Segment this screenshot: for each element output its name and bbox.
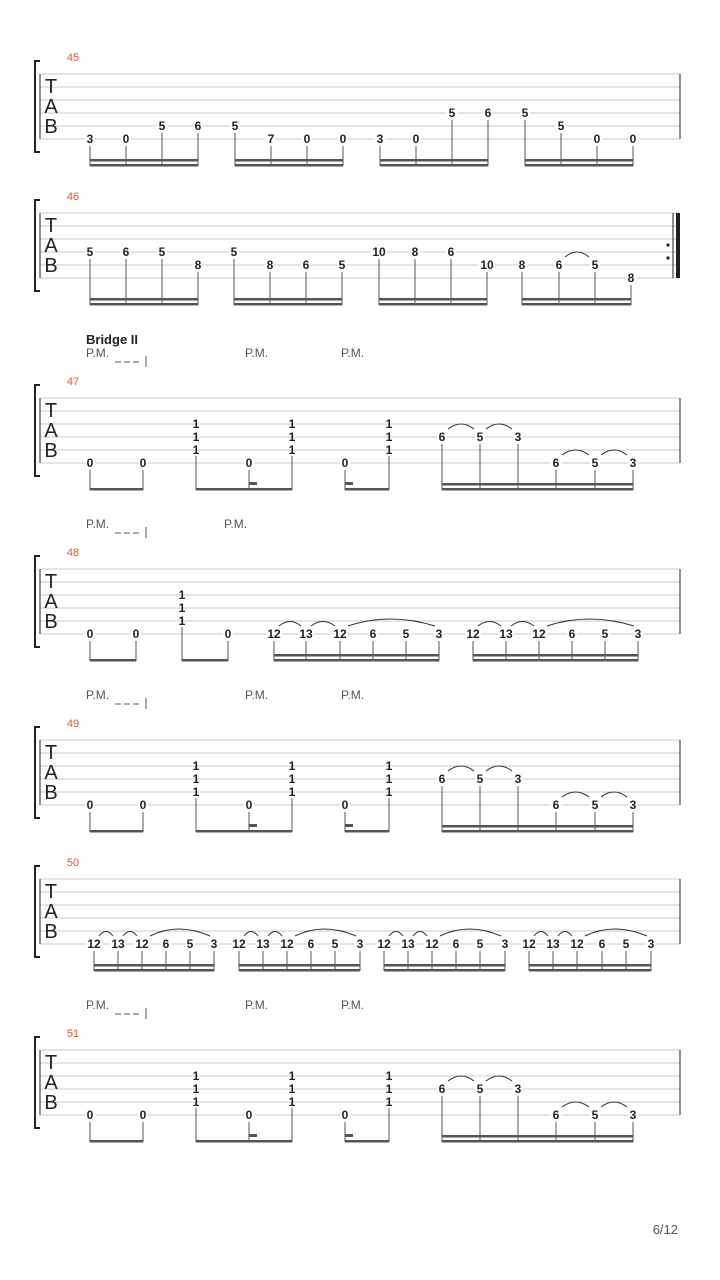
note-beam bbox=[196, 1140, 292, 1143]
fret-number: 5 bbox=[476, 430, 484, 444]
fret-number: 3 bbox=[376, 132, 384, 146]
fret-number: 12 bbox=[333, 627, 347, 641]
fret-number: 3 bbox=[629, 798, 637, 812]
note-beam bbox=[442, 825, 633, 828]
fret-number: 6 bbox=[552, 1108, 560, 1122]
tab-clef-letter: B bbox=[44, 255, 58, 277]
palm-mute-label: P.M. bbox=[341, 688, 365, 702]
repeat-dot bbox=[666, 243, 669, 246]
note-beam bbox=[90, 488, 143, 491]
note-beam bbox=[529, 964, 651, 967]
fret-number: 6 bbox=[302, 258, 310, 272]
fret-number: 0 bbox=[629, 132, 637, 146]
fret-number: 1 bbox=[192, 1069, 200, 1083]
page-number: 6/12 bbox=[652, 1222, 678, 1237]
fret-number: 5 bbox=[591, 456, 599, 470]
fret-number: 6 bbox=[555, 258, 563, 272]
note-beam bbox=[94, 969, 214, 972]
fret-number: 5 bbox=[338, 258, 346, 272]
section-label: Bridge II bbox=[86, 332, 139, 347]
fret-number: 1 bbox=[192, 430, 200, 444]
fret-number: 0 bbox=[412, 132, 420, 146]
fret-number: 5 bbox=[158, 119, 166, 133]
fret-number: 6 bbox=[122, 245, 130, 259]
hammer-arc bbox=[279, 622, 301, 627]
fret-number: 5 bbox=[186, 937, 194, 951]
fret-number: 8 bbox=[627, 271, 635, 285]
palm-mute-label: P.M. bbox=[245, 998, 269, 1012]
fret-number: 1 bbox=[288, 1082, 296, 1096]
slur-arc bbox=[562, 1102, 589, 1107]
fret-number: 1 bbox=[192, 417, 200, 431]
fret-number: 12 bbox=[425, 937, 439, 951]
fret-number: 1 bbox=[178, 601, 186, 615]
slur-arc bbox=[601, 792, 627, 797]
fret-number: 3 bbox=[210, 937, 218, 951]
tab-clef-letter: T bbox=[44, 881, 58, 903]
fret-number: 1 bbox=[385, 443, 393, 457]
tab-clef-letter: T bbox=[44, 1052, 58, 1074]
fret-number: 5 bbox=[521, 106, 529, 120]
slur-arc bbox=[348, 619, 435, 626]
fret-number: 1 bbox=[288, 417, 296, 431]
fret-number: 3 bbox=[514, 430, 522, 444]
note-beam bbox=[235, 164, 343, 167]
slur-arc bbox=[448, 766, 474, 771]
palm-mute-label: P.M. bbox=[86, 346, 110, 360]
fret-number: 6 bbox=[194, 119, 202, 133]
fret-number: 12 bbox=[522, 937, 536, 951]
fret-number: 5 bbox=[476, 937, 484, 951]
note-beam bbox=[473, 654, 638, 657]
note-beam bbox=[235, 159, 343, 162]
fret-number: 5 bbox=[591, 1108, 599, 1122]
slur-arc bbox=[601, 450, 627, 455]
note-beam bbox=[90, 303, 198, 306]
note-beam bbox=[90, 659, 136, 662]
rest-mark bbox=[249, 1134, 257, 1137]
note-beam bbox=[442, 830, 633, 833]
fret-number: 0 bbox=[593, 132, 601, 146]
rest-mark bbox=[345, 824, 353, 827]
fret-number: 6 bbox=[598, 937, 606, 951]
tab-clef-letter: B bbox=[44, 611, 58, 633]
slur-arc bbox=[565, 252, 589, 257]
note-beam bbox=[90, 164, 198, 167]
palm-mute-label: P.M. bbox=[341, 346, 365, 360]
note-beam bbox=[379, 298, 487, 301]
fret-number: 1 bbox=[288, 759, 296, 773]
staff-bracket bbox=[35, 385, 40, 476]
fret-number: 1 bbox=[385, 1095, 393, 1109]
fret-number: 12 bbox=[570, 937, 584, 951]
tab-clef-letter: T bbox=[44, 742, 58, 764]
note-beam bbox=[442, 1135, 633, 1138]
fret-number: 1 bbox=[192, 785, 200, 799]
note-beam bbox=[90, 159, 198, 162]
fret-number: 13 bbox=[546, 937, 560, 951]
slur-arc bbox=[486, 424, 512, 429]
fret-number: 3 bbox=[634, 627, 642, 641]
fret-number: 5 bbox=[86, 245, 94, 259]
note-beam bbox=[345, 830, 389, 833]
fret-number: 8 bbox=[411, 245, 419, 259]
staff-system bbox=[35, 332, 680, 491]
note-beam bbox=[90, 1140, 143, 1143]
slur-arc bbox=[486, 766, 512, 771]
fret-number: 5 bbox=[476, 1082, 484, 1096]
hammer-arc bbox=[123, 932, 137, 937]
fret-number: 12 bbox=[377, 937, 391, 951]
fret-number: 5 bbox=[402, 627, 410, 641]
fret-number: 1 bbox=[288, 443, 296, 457]
hammer-arc bbox=[534, 932, 548, 937]
tab-clef-letter: B bbox=[44, 782, 58, 804]
fret-number: 13 bbox=[401, 937, 415, 951]
slur-arc bbox=[486, 1076, 512, 1081]
slur-arc bbox=[562, 450, 589, 455]
fret-number: 1 bbox=[385, 759, 393, 773]
tab-clef-letter: B bbox=[44, 921, 58, 943]
note-beam bbox=[525, 159, 633, 162]
fret-number: 6 bbox=[438, 430, 446, 444]
fret-number: 5 bbox=[476, 772, 484, 786]
fret-number: 0 bbox=[245, 798, 253, 812]
slur-arc bbox=[295, 929, 356, 936]
staff-bracket bbox=[35, 61, 40, 152]
staff-system bbox=[35, 998, 680, 1143]
fret-number: 1 bbox=[192, 772, 200, 786]
fret-number: 0 bbox=[86, 798, 94, 812]
slur-arc bbox=[547, 619, 634, 626]
measure-number: 49 bbox=[66, 718, 80, 730]
note-beam bbox=[90, 298, 198, 301]
fret-number: 3 bbox=[647, 937, 655, 951]
fret-number: 6 bbox=[438, 772, 446, 786]
note-beam bbox=[90, 830, 143, 833]
fret-number: 1 bbox=[192, 1082, 200, 1096]
rest-mark bbox=[249, 482, 257, 485]
slur-arc bbox=[448, 1076, 474, 1081]
fret-number: 5 bbox=[331, 937, 339, 951]
measure-number: 45 bbox=[66, 52, 80, 64]
palm-mute-label: P.M. bbox=[86, 688, 110, 702]
barline-repeat-thick bbox=[676, 213, 680, 278]
fret-number: 12 bbox=[267, 627, 281, 641]
fret-number: 1 bbox=[385, 430, 393, 444]
measure-number: 50 bbox=[66, 857, 80, 869]
note-beam bbox=[94, 964, 214, 967]
tab-clef-letter: A bbox=[44, 762, 58, 784]
hammer-arc bbox=[389, 932, 403, 937]
fret-number: 3 bbox=[629, 456, 637, 470]
fret-number: 1 bbox=[385, 785, 393, 799]
fret-number: 7 bbox=[267, 132, 275, 146]
fret-number: 3 bbox=[514, 1082, 522, 1096]
rest-mark bbox=[345, 482, 353, 485]
staff-bracket bbox=[35, 727, 40, 818]
staff-system bbox=[35, 688, 680, 833]
staff-bracket bbox=[35, 1037, 40, 1128]
note-beam bbox=[345, 1140, 389, 1143]
fret-number: 1 bbox=[192, 759, 200, 773]
staff-bracket bbox=[35, 200, 40, 291]
fret-number: 10 bbox=[372, 245, 386, 259]
fret-number: 5 bbox=[231, 119, 239, 133]
note-beam bbox=[529, 969, 651, 972]
fret-number: 3 bbox=[501, 937, 509, 951]
tab-clef-letter: T bbox=[44, 571, 58, 593]
fret-number: 1 bbox=[288, 785, 296, 799]
measure-number: 46 bbox=[66, 191, 80, 203]
tab-clef-letter: B bbox=[44, 116, 58, 138]
fret-number: 3 bbox=[629, 1108, 637, 1122]
fret-number: 13 bbox=[111, 937, 125, 951]
fret-number: 8 bbox=[518, 258, 526, 272]
measure-number: 48 bbox=[66, 547, 80, 559]
palm-mute-label: P.M. bbox=[86, 517, 110, 531]
note-beam bbox=[196, 830, 292, 833]
fret-number: 6 bbox=[307, 937, 315, 951]
fret-number: 5 bbox=[601, 627, 609, 641]
fret-number: 6 bbox=[447, 245, 455, 259]
staff-system bbox=[35, 191, 680, 306]
note-beam bbox=[345, 488, 389, 491]
fret-number: 5 bbox=[557, 119, 565, 133]
slur-arc bbox=[448, 424, 474, 429]
note-beam bbox=[522, 303, 631, 306]
fret-number: 0 bbox=[224, 627, 232, 641]
fret-number: 3 bbox=[435, 627, 443, 641]
fret-number: 1 bbox=[385, 772, 393, 786]
fret-number: 0 bbox=[341, 1108, 349, 1122]
tab-clef-letter: A bbox=[44, 96, 58, 118]
fret-number: 0 bbox=[139, 798, 147, 812]
fret-number: 6 bbox=[552, 456, 560, 470]
fret-number: 5 bbox=[448, 106, 456, 120]
note-beam bbox=[442, 483, 633, 486]
fret-number: 5 bbox=[622, 937, 630, 951]
staff-system bbox=[35, 517, 680, 662]
measure-number: 51 bbox=[66, 1028, 80, 1040]
note-beam bbox=[384, 964, 505, 967]
tab-clef-letter: B bbox=[44, 440, 58, 462]
hammer-arc bbox=[511, 622, 534, 627]
note-beam bbox=[522, 298, 631, 301]
fret-number: 5 bbox=[591, 798, 599, 812]
palm-mute-label: P.M. bbox=[245, 688, 269, 702]
note-beam bbox=[274, 659, 439, 662]
fret-number: 0 bbox=[86, 627, 94, 641]
fret-number: 1 bbox=[178, 614, 186, 628]
tab-clef-letter: T bbox=[44, 215, 58, 237]
note-beam bbox=[442, 488, 633, 491]
fret-number: 5 bbox=[230, 245, 238, 259]
measure-number: 47 bbox=[66, 376, 80, 388]
note-beam bbox=[442, 1140, 633, 1143]
tab-clef-letter: A bbox=[44, 420, 58, 442]
rest-mark bbox=[345, 1134, 353, 1137]
tab-clef-letter: A bbox=[44, 235, 58, 257]
note-beam bbox=[384, 969, 505, 972]
fret-number: 0 bbox=[122, 132, 130, 146]
fret-number: 1 bbox=[192, 1095, 200, 1109]
fret-number: 0 bbox=[341, 798, 349, 812]
tab-clef-letter: A bbox=[44, 901, 58, 923]
fret-number: 0 bbox=[339, 132, 347, 146]
fret-number: 6 bbox=[484, 106, 492, 120]
fret-number: 12 bbox=[532, 627, 546, 641]
fret-number: 10 bbox=[480, 258, 494, 272]
slur-arc bbox=[440, 929, 501, 936]
fret-number: 6 bbox=[452, 937, 460, 951]
note-beam bbox=[379, 303, 487, 306]
slur-arc bbox=[585, 929, 647, 936]
staff-system bbox=[35, 857, 680, 972]
fret-number: 12 bbox=[232, 937, 246, 951]
fret-number: 13 bbox=[299, 627, 313, 641]
fret-number: 3 bbox=[356, 937, 364, 951]
fret-number: 0 bbox=[86, 456, 94, 470]
note-beam bbox=[380, 164, 488, 167]
fret-number: 6 bbox=[162, 937, 170, 951]
fret-number: 13 bbox=[499, 627, 513, 641]
staff-system bbox=[35, 52, 680, 167]
note-beam bbox=[473, 659, 638, 662]
fret-number: 0 bbox=[132, 627, 140, 641]
fret-number: 1 bbox=[288, 1069, 296, 1083]
fret-number: 3 bbox=[86, 132, 94, 146]
fret-number: 1 bbox=[178, 588, 186, 602]
fret-number: 1 bbox=[288, 430, 296, 444]
fret-number: 0 bbox=[139, 1108, 147, 1122]
fret-number: 1 bbox=[192, 443, 200, 457]
fret-number: 1 bbox=[288, 1095, 296, 1109]
fret-number: 12 bbox=[87, 937, 101, 951]
tab-clef-letter: T bbox=[44, 76, 58, 98]
slur-arc bbox=[562, 792, 589, 797]
fret-number: 1 bbox=[288, 772, 296, 786]
fret-number: 0 bbox=[86, 1108, 94, 1122]
fret-number: 8 bbox=[194, 258, 202, 272]
hammer-arc bbox=[244, 932, 258, 937]
hammer-arc bbox=[478, 622, 501, 627]
fret-number: 6 bbox=[568, 627, 576, 641]
note-beam bbox=[239, 969, 360, 972]
fret-number: 0 bbox=[139, 456, 147, 470]
tab-clef-letter: A bbox=[44, 591, 58, 613]
fret-number: 13 bbox=[256, 937, 270, 951]
note-beam bbox=[234, 303, 342, 306]
tab-clef-letter: T bbox=[44, 400, 58, 422]
note-beam bbox=[274, 654, 439, 657]
fret-number: 12 bbox=[135, 937, 149, 951]
fret-number: 6 bbox=[369, 627, 377, 641]
hammer-arc bbox=[99, 932, 113, 937]
note-beam bbox=[525, 164, 633, 167]
tab-clef-letter: A bbox=[44, 1072, 58, 1094]
note-beam bbox=[380, 159, 488, 162]
fret-number: 0 bbox=[245, 456, 253, 470]
note-beam bbox=[182, 659, 228, 662]
fret-number: 1 bbox=[385, 1069, 393, 1083]
tab-clef-letter: B bbox=[44, 1092, 58, 1114]
fret-number: 0 bbox=[303, 132, 311, 146]
staff-bracket bbox=[35, 556, 40, 647]
note-beam bbox=[234, 298, 342, 301]
fret-number: 5 bbox=[158, 245, 166, 259]
fret-number: 0 bbox=[245, 1108, 253, 1122]
fret-number: 1 bbox=[385, 1082, 393, 1096]
fret-number: 5 bbox=[591, 258, 599, 272]
hammer-arc bbox=[558, 932, 572, 937]
slur-arc bbox=[601, 1102, 627, 1107]
palm-mute-label: P.M. bbox=[224, 517, 248, 531]
palm-mute-label: P.M. bbox=[245, 346, 269, 360]
palm-mute-label: P.M. bbox=[341, 998, 365, 1012]
staff-bracket bbox=[35, 866, 40, 957]
repeat-dot bbox=[666, 256, 669, 259]
fret-number: 12 bbox=[466, 627, 480, 641]
note-beam bbox=[239, 964, 360, 967]
fret-number: 8 bbox=[266, 258, 274, 272]
palm-mute-label: P.M. bbox=[86, 998, 110, 1012]
hammer-arc bbox=[413, 932, 427, 937]
hammer-arc bbox=[311, 622, 335, 627]
fret-number: 6 bbox=[552, 798, 560, 812]
hammer-arc bbox=[268, 932, 282, 937]
fret-number: 0 bbox=[341, 456, 349, 470]
fret-number: 1 bbox=[385, 417, 393, 431]
slur-arc bbox=[150, 929, 210, 936]
note-beam bbox=[196, 488, 292, 491]
rest-mark bbox=[249, 824, 257, 827]
fret-number: 12 bbox=[280, 937, 294, 951]
fret-number: 3 bbox=[514, 772, 522, 786]
fret-number: 6 bbox=[438, 1082, 446, 1096]
